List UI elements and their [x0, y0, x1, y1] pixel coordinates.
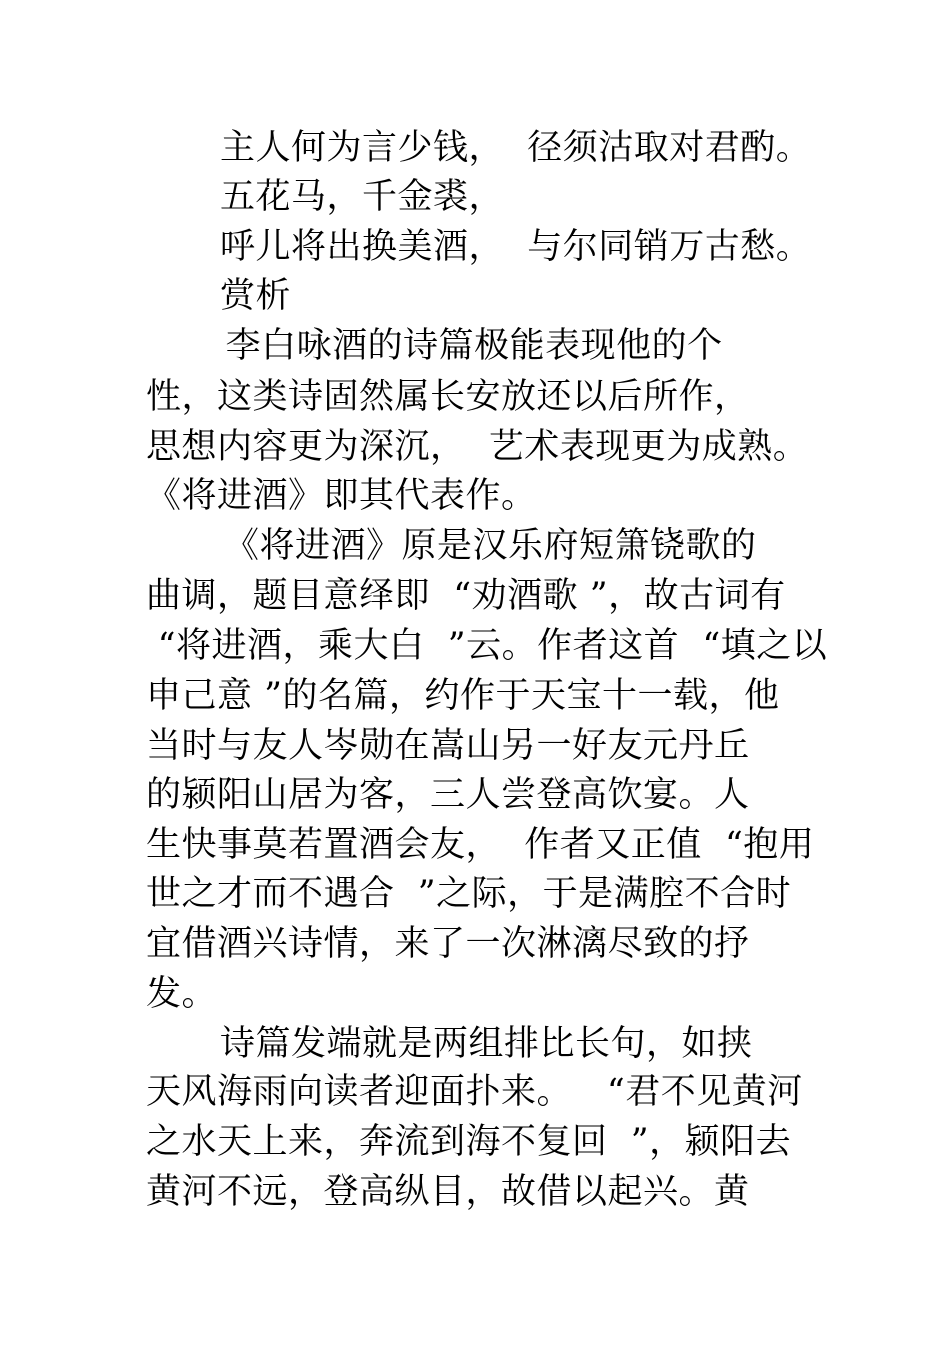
paragraph-line: 性，这类诗固然属长安放还以后所作，	[146, 377, 750, 417]
paragraph-line: 的颍阳山居为客，三人尝登高饮宴。人	[146, 775, 750, 815]
paragraph-line: 李白咏酒的诗篇极能表现他的个	[214, 326, 723, 366]
paragraph-line: 思想内容更为深沉， 艺术表现更为成熟。	[146, 427, 809, 467]
paragraph-line: 《将进酒》即其代表作。	[146, 476, 537, 516]
paragraph-line: 曲调，题目意绎即 “劝酒歌 ”，故古词有	[146, 576, 786, 616]
poem-line: 主人何为言少钱， 径须沽取对君酌。	[220, 128, 812, 168]
poem-line: 五花马，千金裘，	[220, 177, 505, 217]
paragraph-line: 宜借酒兴诗情，来了一次淋漓尽致的抒	[146, 924, 750, 964]
paragraph-line: 当时与友人岑勋在嵩山另一好友元丹丘	[146, 726, 750, 766]
paragraph-line: 生快事莫若置酒会友， 作者又正值 “抱用	[146, 825, 815, 865]
paragraph-line: 天风海雨向读者迎面扑来。 “君不见黄河	[146, 1072, 803, 1112]
paragraph-line: 世之才而不遇合 ”之际，于是满腔不合时	[146, 874, 792, 914]
paragraph-line: 《将进酒》原是汉乐府短箫铙歌的	[224, 526, 757, 566]
paragraph-line: 发。	[146, 974, 218, 1014]
section-heading: 赏析	[220, 276, 292, 316]
paragraph-line: 黄河不远，登高纵目，故借以起兴。黄	[146, 1172, 750, 1212]
paragraph-line: 申己意 ”的名篇，约作于天宝十一载，他	[146, 676, 780, 716]
paragraph-line: 诗篇发端就是两组排比长句，如挟	[220, 1024, 753, 1064]
poem-line: 呼儿将出换美酒， 与尔同销万古愁。	[220, 227, 812, 267]
paragraph-line: “将进酒，乘大白 ”云。作者这首 “填之以	[146, 626, 828, 666]
paragraph-line: 之水天上来，奔流到海不复回 ”，颍阳去	[146, 1122, 792, 1162]
